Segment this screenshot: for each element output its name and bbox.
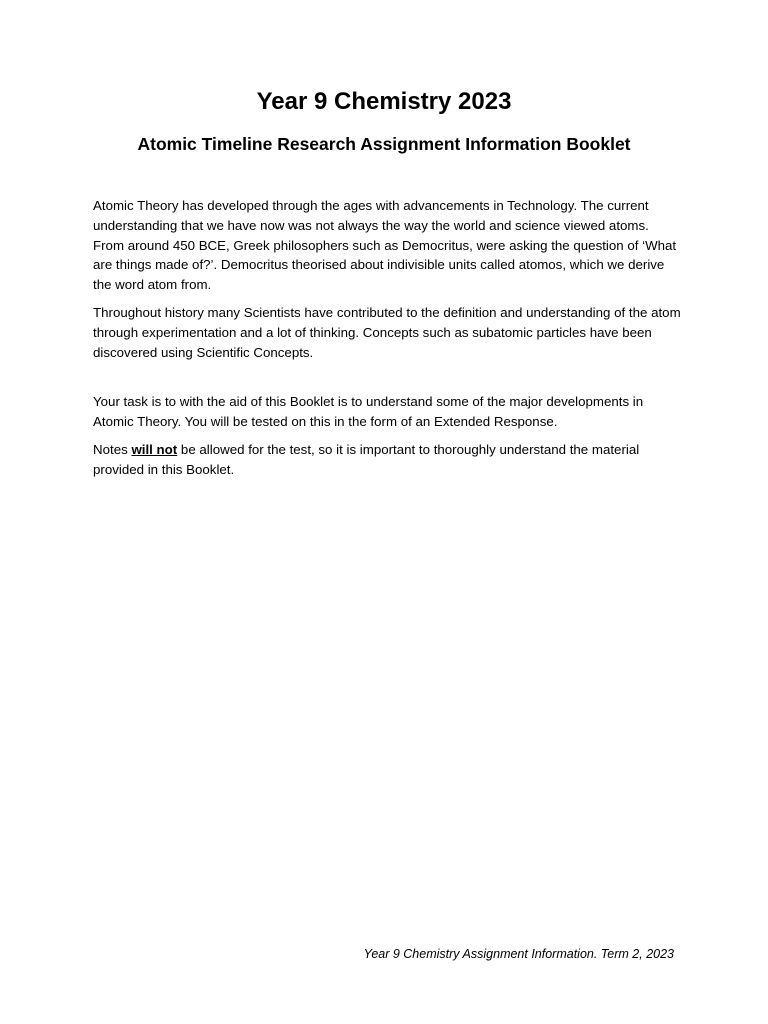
notes-emphasis: will not <box>131 441 178 457</box>
notes-suffix: be allowed for the test, so it is important to thoroughly understand the material provided in this Booklet. <box>93 441 640 477</box>
page-title: Year 9 Chemistry 2023 <box>256 88 512 115</box>
document-body <box>93 196 683 488</box>
page-subtitle: Atomic Timeline Research Assignment Information Booklet <box>137 134 631 154</box>
paragraph-intro: Atomic Theory has developed through the ages with advancements in Technology. The current understanding that we have now was not always the way the world and science viewed atoms. From around 450 BCE, Greek philosophers such as Democritus, were asking the question of ‘What are things made of?’. Democritus theorised about indivisible units called atomos, which we derive the word atom from. <box>93 198 677 293</box>
paragraph-task: Your task is to with the aid of this Booklet is to understand some of the major developments in Atomic Theory. You will be tested on this in the form of an Extended Response. <box>93 394 644 430</box>
paragraph-notes <box>93 440 683 480</box>
paragraph-history: Throughout history many Scientists have contributed to the definition and understanding of the atom through experimentation and a lot of thinking. Concepts such as subatomic particles have been discovered using Scientific Concepts. <box>93 304 681 360</box>
page-footer: Year 9 Chemistry Assignment Information. Term 2, 2023 <box>363 947 674 961</box>
notes-prefix: Notes <box>93 441 132 457</box>
